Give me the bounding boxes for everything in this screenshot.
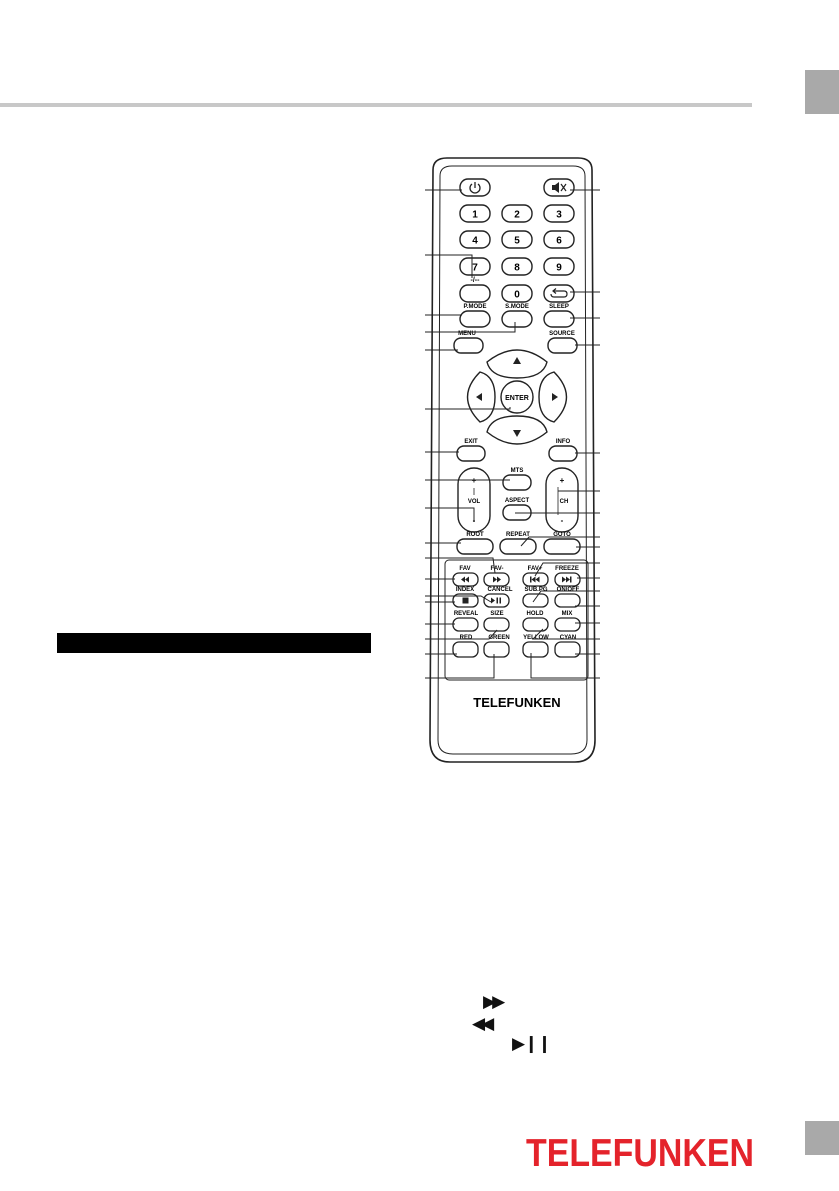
freeze-label: FREEZE <box>555 566 579 572</box>
cyan-label: CYAN <box>559 635 577 641</box>
source-button[interactable] <box>548 338 577 353</box>
goto-button[interactable] <box>544 539 580 554</box>
stop-icon <box>463 598 469 604</box>
number-key-0[interactable] <box>502 285 532 302</box>
play-pause-icon: ▶❙❙ <box>512 1034 551 1054</box>
pmode-button[interactable] <box>460 311 490 327</box>
info-button[interactable] <box>549 446 577 461</box>
key-2-label: 2 <box>514 209 520 221</box>
source-label: SOURCE <box>549 331 575 337</box>
key-7-label: 7 <box>472 262 478 274</box>
remote-control-diagram <box>425 150 600 770</box>
cyan-button[interactable] <box>555 642 580 657</box>
rewind-button[interactable] <box>453 573 478 586</box>
key-4-label: 4 <box>472 235 478 247</box>
fav-minus-label: FAV- <box>490 566 504 572</box>
ch-minus-label: - <box>560 516 564 525</box>
number-key-6[interactable] <box>544 231 574 248</box>
mts-button[interactable] <box>503 475 531 490</box>
number-key-7[interactable] <box>460 258 490 275</box>
vol-label: VOL <box>467 499 481 505</box>
green-button[interactable] <box>484 642 509 657</box>
onoff-label: ON/OFF <box>556 587 580 593</box>
hold-label: HOLD <box>526 611 544 617</box>
ch-label: CH <box>559 499 569 505</box>
rewind-icon: ◀◀ <box>472 1014 491 1034</box>
menu-label: MENU <box>458 331 476 337</box>
repeat-button[interactable] <box>500 539 536 554</box>
number-key-1[interactable] <box>460 205 490 222</box>
next-button[interactable] <box>555 573 580 586</box>
exit-label: EXIT <box>464 439 478 445</box>
fast-forward-button[interactable] <box>484 573 509 586</box>
fav-label: FAV <box>459 566 471 572</box>
number-key-4[interactable] <box>460 231 490 248</box>
mix-button[interactable] <box>555 618 580 631</box>
number-key-9[interactable] <box>544 258 574 275</box>
section-heading-bar <box>57 633 371 653</box>
yellow-button[interactable] <box>523 642 548 657</box>
mute-button[interactable] <box>544 179 574 196</box>
size-button[interactable] <box>484 618 509 631</box>
fast-forward-icon: ▶▶ <box>483 992 502 1012</box>
green-label: GREEN <box>488 635 510 641</box>
hold-button[interactable] <box>523 618 548 631</box>
key-5-label: 5 <box>514 235 520 247</box>
key-1-label: 1 <box>472 209 478 221</box>
recall-button[interactable] <box>544 285 574 302</box>
key-9-label: 9 <box>556 262 562 274</box>
ch-plus-label: + <box>559 476 565 485</box>
root-label: ROOT <box>466 532 484 538</box>
number-key-5[interactable] <box>502 231 532 248</box>
fav-plus-label: FAV+ <box>527 566 543 572</box>
red-button[interactable] <box>453 642 478 657</box>
reveal-button[interactable] <box>453 618 478 631</box>
dash-button[interactable] <box>460 285 490 302</box>
key-8-label: 8 <box>514 262 520 274</box>
number-key-8[interactable] <box>502 258 532 275</box>
info-label: INFO <box>555 439 571 445</box>
number-key-3[interactable] <box>544 205 574 222</box>
language-tab <box>805 70 839 114</box>
reveal-label: REVEAL <box>453 611 479 617</box>
dash-label: -/-- <box>470 277 480 284</box>
repeat-label: REPEAT <box>506 532 530 538</box>
number-key-2[interactable] <box>502 205 532 222</box>
key-6-label: 6 <box>556 235 562 247</box>
index-label: INDEX <box>455 587 475 593</box>
enter-label: ENTER <box>505 395 529 402</box>
key-0-label: 0 <box>514 289 520 301</box>
smode-label: S.MODE <box>505 304 529 310</box>
menu-button[interactable] <box>454 338 483 353</box>
key-3-label: 3 <box>556 209 562 221</box>
vol-minus-label: - <box>472 516 476 525</box>
channel-rocker[interactable] <box>546 468 578 532</box>
aspect-label: ASPECT <box>504 498 530 504</box>
volume-rocker[interactable] <box>458 468 490 532</box>
telefunken-logo <box>525 1130 755 1175</box>
onoff-button[interactable] <box>555 594 580 607</box>
subpg-button[interactable] <box>523 594 548 607</box>
power-button[interactable] <box>460 179 490 196</box>
vol-plus-label: + <box>471 476 477 485</box>
header-rule <box>0 103 752 107</box>
subpg-label: SUB.PG <box>524 587 548 593</box>
pmode-label: P.MODE <box>463 304 487 310</box>
mix-label: MIX <box>561 611 573 617</box>
red-label: RED <box>459 635 473 641</box>
goto-label: GOTO <box>553 532 571 538</box>
yellow-label: YELLOW <box>523 635 549 641</box>
page-number-tab <box>805 1121 839 1155</box>
exit-button[interactable] <box>457 446 485 461</box>
root-button[interactable] <box>457 539 493 554</box>
sleep-label: SLEEP <box>549 304 569 310</box>
mts-label: MTS <box>510 468 524 474</box>
footer-brand: TELEFUNKEN <box>526 1132 754 1175</box>
cancel-label: CANCEL <box>487 587 513 593</box>
remote-brand-label: TELEFUNKEN <box>473 695 561 710</box>
smode-button[interactable] <box>502 311 532 327</box>
size-label: SIZE <box>490 611 504 617</box>
sleep-button[interactable] <box>544 311 574 327</box>
